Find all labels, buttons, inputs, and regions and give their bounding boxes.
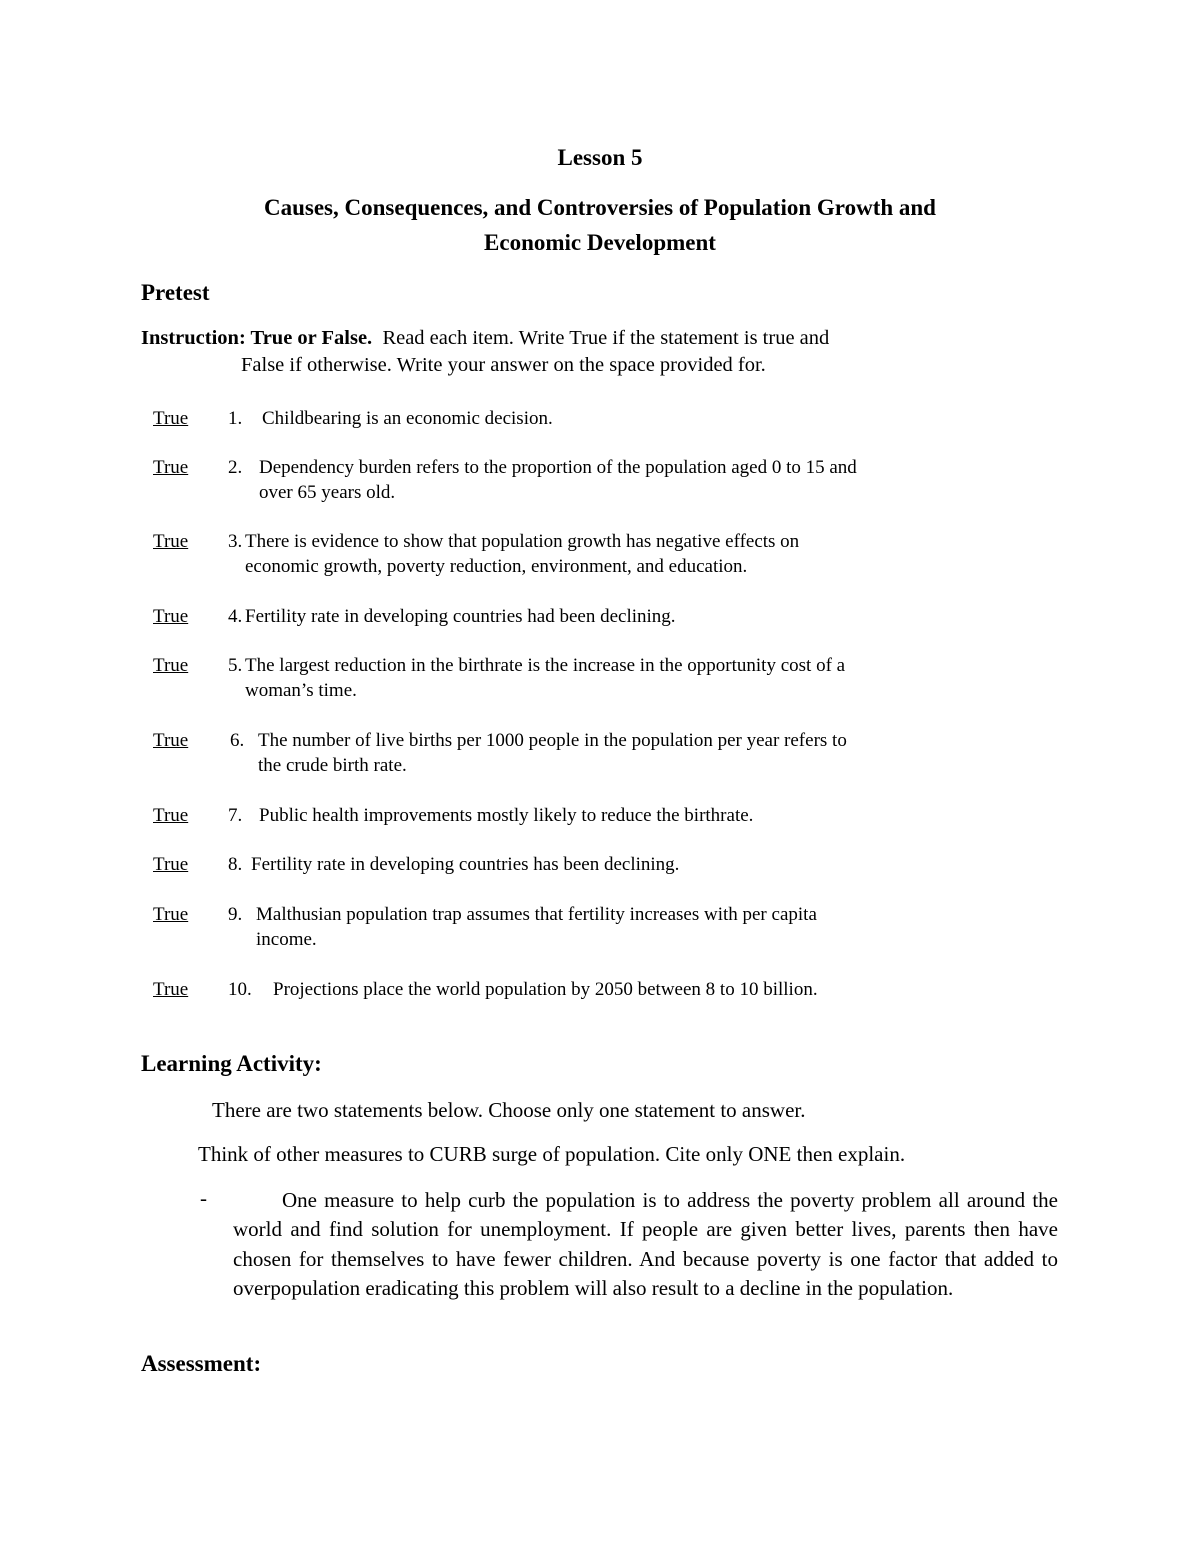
item-number: 4. (228, 606, 243, 627)
item-text: Dependency burden refers to the proportion of the population aged 0 to 15 and (259, 457, 857, 478)
item-number: 3. (228, 531, 243, 552)
item-text: Fertility rate in developing countries had been declining. (245, 606, 676, 627)
lesson-subtitle-line-2: Economic Development (484, 230, 716, 255)
item-number: 6. (230, 730, 245, 751)
item-text: Childbearing is an economic decision. (262, 408, 553, 429)
item-text: Public health improvements mostly likely to reduce the birthrate. (259, 805, 754, 826)
answer-blank: True (153, 655, 189, 676)
activity-intro: There are two statements below. Choose only one statement to answer. (212, 1098, 806, 1122)
item-text: The number of live births per 1000 people in the population per year refers to (258, 730, 847, 751)
item-text: Malthusian population trap assumes that fertility increases with per capita (256, 904, 817, 925)
item-text-continued: economic growth, poverty reduction, environment, and education. (245, 556, 748, 577)
lesson-title: Lesson 5 (557, 145, 643, 170)
item-number: 9. (228, 904, 243, 925)
item-number: 5. (228, 655, 243, 676)
assessment-heading: Assessment: (141, 1351, 262, 1376)
instruction-line-2: False if otherwise. Write your answer on the space provided for. (241, 354, 766, 376)
instruction-label: Instruction: True or False. (141, 327, 373, 349)
pretest-heading: Pretest (141, 280, 210, 305)
item-number: 7. (228, 805, 243, 826)
item-number: 2. (228, 457, 243, 478)
answer-blank: True (153, 408, 189, 429)
answer-blank: True (153, 904, 189, 925)
instruction-line-1 (141, 327, 829, 350)
answer-blank: True (153, 531, 189, 552)
activity-answer-paragraph: One measure to help curb the population is to address the poverty problem all around the world and find solution for unemployment. If people are given better lives, parents then have chosen for themselves to have fewer children. And because poverty is one factor that added to overpopulation eradicating this problem will also result to a decline in the population. (233, 1188, 1058, 1300)
item-number: 1. (228, 408, 243, 429)
item-number: 10. (228, 979, 252, 1000)
learning-activity-heading: Learning Activity: (141, 1051, 322, 1076)
answer-blank: True (153, 457, 189, 478)
item-number: 8. (228, 854, 243, 875)
item-text: Fertility rate in developing countries has been declining. (251, 854, 680, 875)
item-text: Projections place the world population by 2050 between 8 to 10 billion. (273, 979, 818, 1000)
answer-blank: True (153, 606, 189, 627)
answer-blank: True (153, 854, 189, 875)
answer-bullet: - (200, 1186, 207, 1210)
item-text-continued: woman’s time. (245, 680, 357, 701)
item-text: The largest reduction in the birthrate is the increase in the opportunity cost of a (245, 655, 846, 676)
lesson-subtitle-line-1: Causes, Consequences, and Controversies of Population Growth and (264, 195, 936, 220)
activity-prompt: Think of other measures to CURB surge of population. Cite only ONE then explain. (198, 1142, 906, 1166)
item-text-continued: the crude birth rate. (258, 755, 407, 776)
answer-blank: True (153, 805, 189, 826)
answer-blank: True (153, 730, 189, 751)
answer-blank: True (153, 979, 189, 1000)
item-text-continued: over 65 years old. (259, 482, 396, 503)
item-text: There is evidence to show that population growth has negative effects on (245, 531, 800, 552)
item-text-continued: income. (256, 929, 317, 950)
instruction-text-1: Read each item. Write True if the statement is true and (382, 327, 830, 349)
